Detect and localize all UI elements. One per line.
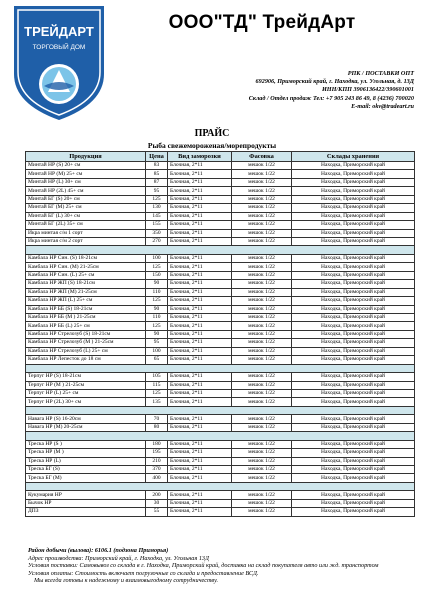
cell-freeze-type: Блочная, 2*11: [168, 170, 232, 178]
cell-product: Терпуг НР (M ) 21-25см: [26, 381, 146, 389]
cell-freeze-type: Блочная, 2*11: [168, 280, 232, 288]
table-row: [26, 330, 415, 338]
cell-freeze-type: Блочная, 2*11: [168, 466, 232, 474]
cell-freeze-type: Блочная, 2*11: [168, 356, 232, 364]
cell-storage: Находка, Приморский край: [292, 305, 415, 313]
cell-packing: мешок 1/22: [232, 356, 292, 364]
cell-freeze-type: Блочная, 2*11: [168, 474, 232, 482]
cell-product: ДПЗ: [26, 508, 146, 516]
table-row: [26, 389, 415, 397]
cell-storage: Находка, Приморский край: [292, 373, 415, 381]
cell-price: 400: [146, 474, 168, 482]
cell-storage: Находка, Приморский край: [292, 356, 415, 364]
cell-packing: мешок 1/22: [232, 423, 292, 431]
table-row: [26, 305, 415, 313]
cell-storage: Находка, Приморский край: [292, 288, 415, 296]
separator-cell: [26, 406, 415, 415]
cell-price: 210: [146, 457, 168, 465]
cell-product: Камбала НР ЖП (M) 21-25см: [26, 288, 146, 296]
cell-price: 95: [146, 339, 168, 347]
table-row: [26, 162, 415, 170]
cell-packing: мешок 1/22: [232, 178, 292, 186]
cell-packing: мешок 1/22: [232, 339, 292, 347]
cell-product: Камбала НР ББ (L) 25+ см: [26, 322, 146, 330]
company-name: ООО"ТД" ТрейдАрт: [168, 12, 356, 33]
cell-storage: Находка, Приморский край: [292, 297, 415, 305]
cell-freeze-type: Блочная, 2*11: [168, 313, 232, 321]
table-body: [26, 162, 415, 517]
cell-freeze-type: Блочная, 2*11: [168, 508, 232, 516]
cell-product: Минтай НР (2L) 45+ см: [26, 187, 146, 195]
table-row: [26, 212, 415, 220]
cell-storage: Находка, Приморский край: [292, 398, 415, 406]
cell-storage: Находка, Приморский край: [292, 322, 415, 330]
table-section-separator: [26, 406, 415, 415]
cell-packing: мешок 1/22: [232, 322, 292, 330]
cell-storage: Находка, Приморский край: [292, 381, 415, 389]
column-header-price: Цена: [146, 152, 168, 162]
company-logo: [10, 4, 108, 122]
cell-packing: мешок 1/22: [232, 508, 292, 516]
cell-product: Минтай БГ (M) 25+ см: [26, 204, 146, 212]
table-row: [26, 398, 415, 406]
separator-cell: [26, 432, 415, 441]
column-header-product: Продукция: [26, 152, 146, 162]
cell-freeze-type: Блочная, 2*11: [168, 339, 232, 347]
table-section-separator: [26, 432, 415, 441]
table-section-separator: [26, 482, 415, 491]
cell-packing: мешок 1/22: [232, 271, 292, 279]
cell-freeze-type: Блочная, 2*11: [168, 178, 232, 186]
cell-packing: мешок 1/22: [232, 212, 292, 220]
cell-storage: Находка, Приморский край: [292, 499, 415, 507]
cell-freeze-type: Блочная, 2*11: [168, 491, 232, 499]
cell-storage: Находка, Приморский край: [292, 313, 415, 321]
cell-storage: Находка, Приморский край: [292, 415, 415, 423]
cell-price: 65: [146, 356, 168, 364]
cell-freeze-type: Блочная, 2*11: [168, 305, 232, 313]
cell-price: 95: [146, 187, 168, 195]
cell-price: 90: [146, 330, 168, 338]
table-row: [26, 457, 415, 465]
cell-price: 110: [146, 288, 168, 296]
cell-freeze-type: Блочная, 2*11: [168, 212, 232, 220]
cell-product: Камбала НР ЖП (L) 25+ см: [26, 297, 146, 305]
logo-name: ТРЕЙДАРТ: [24, 24, 94, 39]
table-row: [26, 381, 415, 389]
cell-price: 150: [146, 271, 168, 279]
table-section-separator: [26, 246, 415, 255]
cell-packing: мешок 1/22: [232, 499, 292, 507]
cell-price: 125: [146, 195, 168, 203]
table-row: [26, 322, 415, 330]
cell-product: Бычок НР: [26, 499, 146, 507]
cell-storage: Находка, Приморский край: [292, 330, 415, 338]
separator-cell: [26, 246, 415, 255]
column-header-freeze: Вид заморозки: [168, 152, 232, 162]
cell-storage: Находка, Приморский край: [292, 440, 415, 448]
cell-freeze-type: Блочная, 2*11: [168, 415, 232, 423]
cell-freeze-type: Блочная, 2*11: [168, 381, 232, 389]
table-row: [26, 440, 415, 448]
footer-closing: Мы всегда готовы к надежному и взаимовыгодному сотрудничеству.: [34, 577, 219, 585]
cell-storage: Находка, Приморский край: [292, 389, 415, 397]
table-row: [26, 347, 415, 355]
table-row: [26, 254, 415, 262]
contact-line: ИНН/КПП 3906136422/390601001: [321, 86, 414, 94]
cell-freeze-type: Блочная, 2*11: [168, 271, 232, 279]
cell-storage: Находка, Приморский край: [292, 271, 415, 279]
cell-storage: Находка, Приморский край: [292, 229, 415, 237]
table-row: [26, 195, 415, 203]
cell-packing: мешок 1/22: [232, 347, 292, 355]
table-row: [26, 415, 415, 423]
cell-price: 100: [146, 254, 168, 262]
cell-storage: Находка, Приморский край: [292, 162, 415, 170]
cell-storage: Находка, Приморский край: [292, 254, 415, 262]
cell-price: 87: [146, 178, 168, 186]
table-row: [26, 491, 415, 499]
cell-packing: мешок 1/22: [232, 398, 292, 406]
cell-product: Терпуг НР (L) 25+ см: [26, 389, 146, 397]
cell-packing: мешок 1/22: [232, 381, 292, 389]
cell-freeze-type: Блочная, 2*11: [168, 221, 232, 229]
price-table: [25, 151, 415, 517]
cell-freeze-type: Блочная, 2*11: [168, 162, 232, 170]
table-row: [26, 423, 415, 431]
cell-packing: мешок 1/22: [232, 288, 292, 296]
price-subtitle: Рыба свежемороженая/морепродукты: [147, 141, 277, 150]
footer-delivery: Условия поставки: Самовывоз со склада в г. Находка, Приморский край, доставка на склад покупателя авто или жд. транспортом: [28, 562, 379, 570]
cell-storage: Находка, Приморский край: [292, 508, 415, 516]
column-header-pack: Фасовка: [232, 152, 292, 162]
cell-storage: Находка, Приморский край: [292, 457, 415, 465]
cell-freeze-type: Блочная, 2*11: [168, 204, 232, 212]
cell-price: 70: [146, 415, 168, 423]
cell-storage: Находка, Приморский край: [292, 178, 415, 186]
cell-product: Терпуг НР (2L) 30+ см: [26, 398, 146, 406]
table-section-separator: [26, 364, 415, 373]
cell-freeze-type: Блочная, 2*11: [168, 440, 232, 448]
cell-product: Минтай НР (S) 20+ см: [26, 162, 146, 170]
cell-price: 270: [146, 237, 168, 245]
cell-freeze-type: Блочная, 2*11: [168, 499, 232, 507]
cell-packing: мешок 1/22: [232, 415, 292, 423]
cell-product: Треска БГ (M): [26, 474, 146, 482]
cell-product: Камбала НР Син. (M) 21-25см: [26, 263, 146, 271]
cell-product: Навага НР (M) 20-25см: [26, 423, 146, 431]
cell-freeze-type: Блочная, 2*11: [168, 195, 232, 203]
cell-price: 195: [146, 449, 168, 457]
cell-freeze-type: Блочная, 2*11: [168, 347, 232, 355]
cell-storage: Находка, Приморский край: [292, 339, 415, 347]
cell-product: Минтай БГ (2L) 35+ см: [26, 221, 146, 229]
cell-storage: Находка, Приморский край: [292, 221, 415, 229]
cell-storage: Находка, Приморский край: [292, 195, 415, 203]
footer-notes: [28, 547, 418, 585]
cell-product: Камбала НР Лепесток до 18 см: [26, 356, 146, 364]
cell-packing: мешок 1/22: [232, 305, 292, 313]
cell-product: Камбала НР Стрелозуб (S) 18-21см: [26, 330, 146, 338]
cell-product: Камбала НР ЖП (S) 18-21см: [26, 280, 146, 288]
cell-product: Камбала НР Стрелозуб (M ) 21-25см: [26, 339, 146, 347]
table-row: [26, 339, 415, 347]
cell-storage: Находка, Приморский край: [292, 212, 415, 220]
cell-packing: мешок 1/22: [232, 313, 292, 321]
table-header-row: [26, 152, 415, 162]
cell-price: 83: [146, 162, 168, 170]
cell-freeze-type: Блочная, 2*11: [168, 297, 232, 305]
cell-product: Треска БГ (S): [26, 466, 146, 474]
cell-storage: Находка, Приморский край: [292, 280, 415, 288]
cell-freeze-type: Блочная, 2*11: [168, 254, 232, 262]
table-row: [26, 288, 415, 296]
cell-product: Минтай НР (L) 30+ см: [26, 178, 146, 186]
table-row: [26, 229, 415, 237]
cell-storage: Находка, Приморский край: [292, 449, 415, 457]
cell-price: 30: [146, 499, 168, 507]
cell-packing: мешок 1/22: [232, 457, 292, 465]
cell-product: Минтай НР (M) 25+ см: [26, 170, 146, 178]
table-row: [26, 170, 415, 178]
footer-payment: Условия оплаты: Стоимость включает погрузочные со склада и предоставление ВСД.: [28, 569, 259, 577]
cell-price: 100: [146, 347, 168, 355]
cell-packing: мешок 1/22: [232, 330, 292, 338]
table-row: [26, 237, 415, 245]
cell-packing: мешок 1/22: [232, 254, 292, 262]
cell-product: Икра минтая с/м 2 сорт: [26, 237, 146, 245]
cell-price: 135: [146, 398, 168, 406]
cell-packing: мешок 1/22: [232, 373, 292, 381]
cell-product: Треска НР (S ): [26, 440, 146, 448]
cell-storage: Находка, Приморский край: [292, 423, 415, 431]
cell-product: Кукумария НР: [26, 491, 146, 499]
cell-product: Камбала НР ББ (S) 18-21см: [26, 305, 146, 313]
cell-price: 125: [146, 389, 168, 397]
table-row: [26, 313, 415, 321]
cell-freeze-type: Блочная, 2*11: [168, 322, 232, 330]
contact-line: E-mail: okv@tradeart.ru: [351, 102, 414, 110]
table-row: [26, 466, 415, 474]
logo-subtitle: ТОРГОВЫЙ ДОМ: [32, 44, 86, 51]
table-row: [26, 178, 415, 186]
cell-packing: мешок 1/22: [232, 389, 292, 397]
cell-freeze-type: Блочная, 2*11: [168, 237, 232, 245]
contact-line: 692906, Приморский край, г. Находка, ул. Угольная, д. 13Д: [255, 78, 414, 86]
cell-product: Минтай БГ (L) 30+ см: [26, 212, 146, 220]
cell-storage: Находка, Приморский край: [292, 491, 415, 499]
cell-freeze-type: Блочная, 2*11: [168, 288, 232, 296]
separator-cell: [26, 364, 415, 373]
table-row: [26, 508, 415, 516]
cell-product: Камбала НР ББ (M ) 21-25см: [26, 313, 146, 321]
cell-packing: мешок 1/22: [232, 263, 292, 271]
cell-price: 85: [146, 170, 168, 178]
table-row: [26, 499, 415, 507]
column-header-storage: Склады хранения: [292, 152, 415, 162]
cell-packing: мешок 1/22: [232, 195, 292, 203]
table-row: [26, 356, 415, 364]
cell-packing: мешок 1/22: [232, 297, 292, 305]
cell-freeze-type: Блочная, 2*11: [168, 187, 232, 195]
table-row: [26, 204, 415, 212]
contact-line: РПК / ПОСТАВКИ ОПТ: [347, 70, 414, 77]
cell-freeze-type: Блочная, 2*11: [168, 449, 232, 457]
cell-product: Треска НР (L): [26, 457, 146, 465]
cell-price: 105: [146, 373, 168, 381]
cell-packing: мешок 1/22: [232, 229, 292, 237]
cell-price: 180: [146, 440, 168, 448]
cell-price: 110: [146, 313, 168, 321]
table-row: [26, 221, 415, 229]
cell-packing: мешок 1/22: [232, 491, 292, 499]
cell-packing: мешок 1/22: [232, 221, 292, 229]
cell-price: 130: [146, 204, 168, 212]
cell-packing: мешок 1/22: [232, 170, 292, 178]
cell-freeze-type: Блочная, 2*11: [168, 330, 232, 338]
cell-storage: Находка, Приморский край: [292, 187, 415, 195]
cell-packing: мешок 1/22: [232, 440, 292, 448]
table-row: [26, 297, 415, 305]
table-row: [26, 271, 415, 279]
cell-price: 145: [146, 212, 168, 220]
cell-packing: мешок 1/22: [232, 187, 292, 195]
cell-price: 125: [146, 322, 168, 330]
table-row: [26, 280, 415, 288]
cell-price: 155: [146, 221, 168, 229]
cell-packing: мешок 1/22: [232, 237, 292, 245]
cell-price: 200: [146, 491, 168, 499]
cell-price: 350: [146, 229, 168, 237]
cell-product: Терпуг НР (S) 18-21см: [26, 373, 146, 381]
cell-product: Икра минтая с/м 1 сорт: [26, 229, 146, 237]
price-title: ПРАЙС: [194, 128, 230, 139]
cell-storage: Находка, Приморский край: [292, 204, 415, 212]
cell-packing: мешок 1/22: [232, 466, 292, 474]
cell-packing: мешок 1/22: [232, 449, 292, 457]
separator-cell: [26, 482, 415, 491]
cell-storage: Находка, Приморский край: [292, 347, 415, 355]
cell-storage: Находка, Приморский край: [292, 263, 415, 271]
table-row: [26, 263, 415, 271]
cell-price: 90: [146, 280, 168, 288]
contact-block: [114, 70, 414, 111]
cell-price: 55: [146, 508, 168, 516]
cell-storage: Находка, Приморский край: [292, 170, 415, 178]
cell-packing: мешок 1/22: [232, 162, 292, 170]
cell-product: Камбала НР Син. (S) 18-21см: [26, 254, 146, 262]
footer-address: Адрес производства: Приморский край, г. Находка, ул. Угольная 13Д: [28, 554, 209, 562]
cell-packing: мешок 1/22: [232, 474, 292, 482]
cell-price: 115: [146, 381, 168, 389]
cell-price: 125: [146, 263, 168, 271]
cell-price: 80: [146, 423, 168, 431]
cell-price: 90: [146, 305, 168, 313]
cell-freeze-type: Блочная, 2*11: [168, 263, 232, 271]
table-row: [26, 474, 415, 482]
cell-price: 125: [146, 297, 168, 305]
footer-region: Район добычи (вылова): 6106.1 (подзона Приморья): [28, 547, 169, 554]
cell-freeze-type: Блочная, 2*11: [168, 389, 232, 397]
cell-freeze-type: Блочная, 2*11: [168, 373, 232, 381]
table-row: [26, 449, 415, 457]
cell-product: Минтай БГ (S) 20+ см: [26, 195, 146, 203]
cell-product: Треска НР (M ): [26, 449, 146, 457]
cell-storage: Находка, Приморский край: [292, 237, 415, 245]
cell-freeze-type: Блочная, 2*11: [168, 423, 232, 431]
cell-price: 370: [146, 466, 168, 474]
cell-product: Навага НР (S) 16-20см: [26, 415, 146, 423]
cell-freeze-type: Блочная, 2*11: [168, 229, 232, 237]
cell-freeze-type: Блочная, 2*11: [168, 398, 232, 406]
table-row: [26, 187, 415, 195]
cell-product: Камбала НР Стрелозуб (L) 25+ см: [26, 347, 146, 355]
cell-packing: мешок 1/22: [232, 204, 292, 212]
cell-storage: Находка, Приморский край: [292, 466, 415, 474]
cell-product: Камбала НР Син. (L) 25+ см: [26, 271, 146, 279]
table-row: [26, 373, 415, 381]
cell-packing: мешок 1/22: [232, 280, 292, 288]
cell-freeze-type: Блочная, 2*11: [168, 457, 232, 465]
cell-storage: Находка, Приморский край: [292, 474, 415, 482]
contact-line: Склад / Отдел продаж Тел: +7 905 243 86 49, 8 (4236) 700020: [248, 94, 414, 102]
